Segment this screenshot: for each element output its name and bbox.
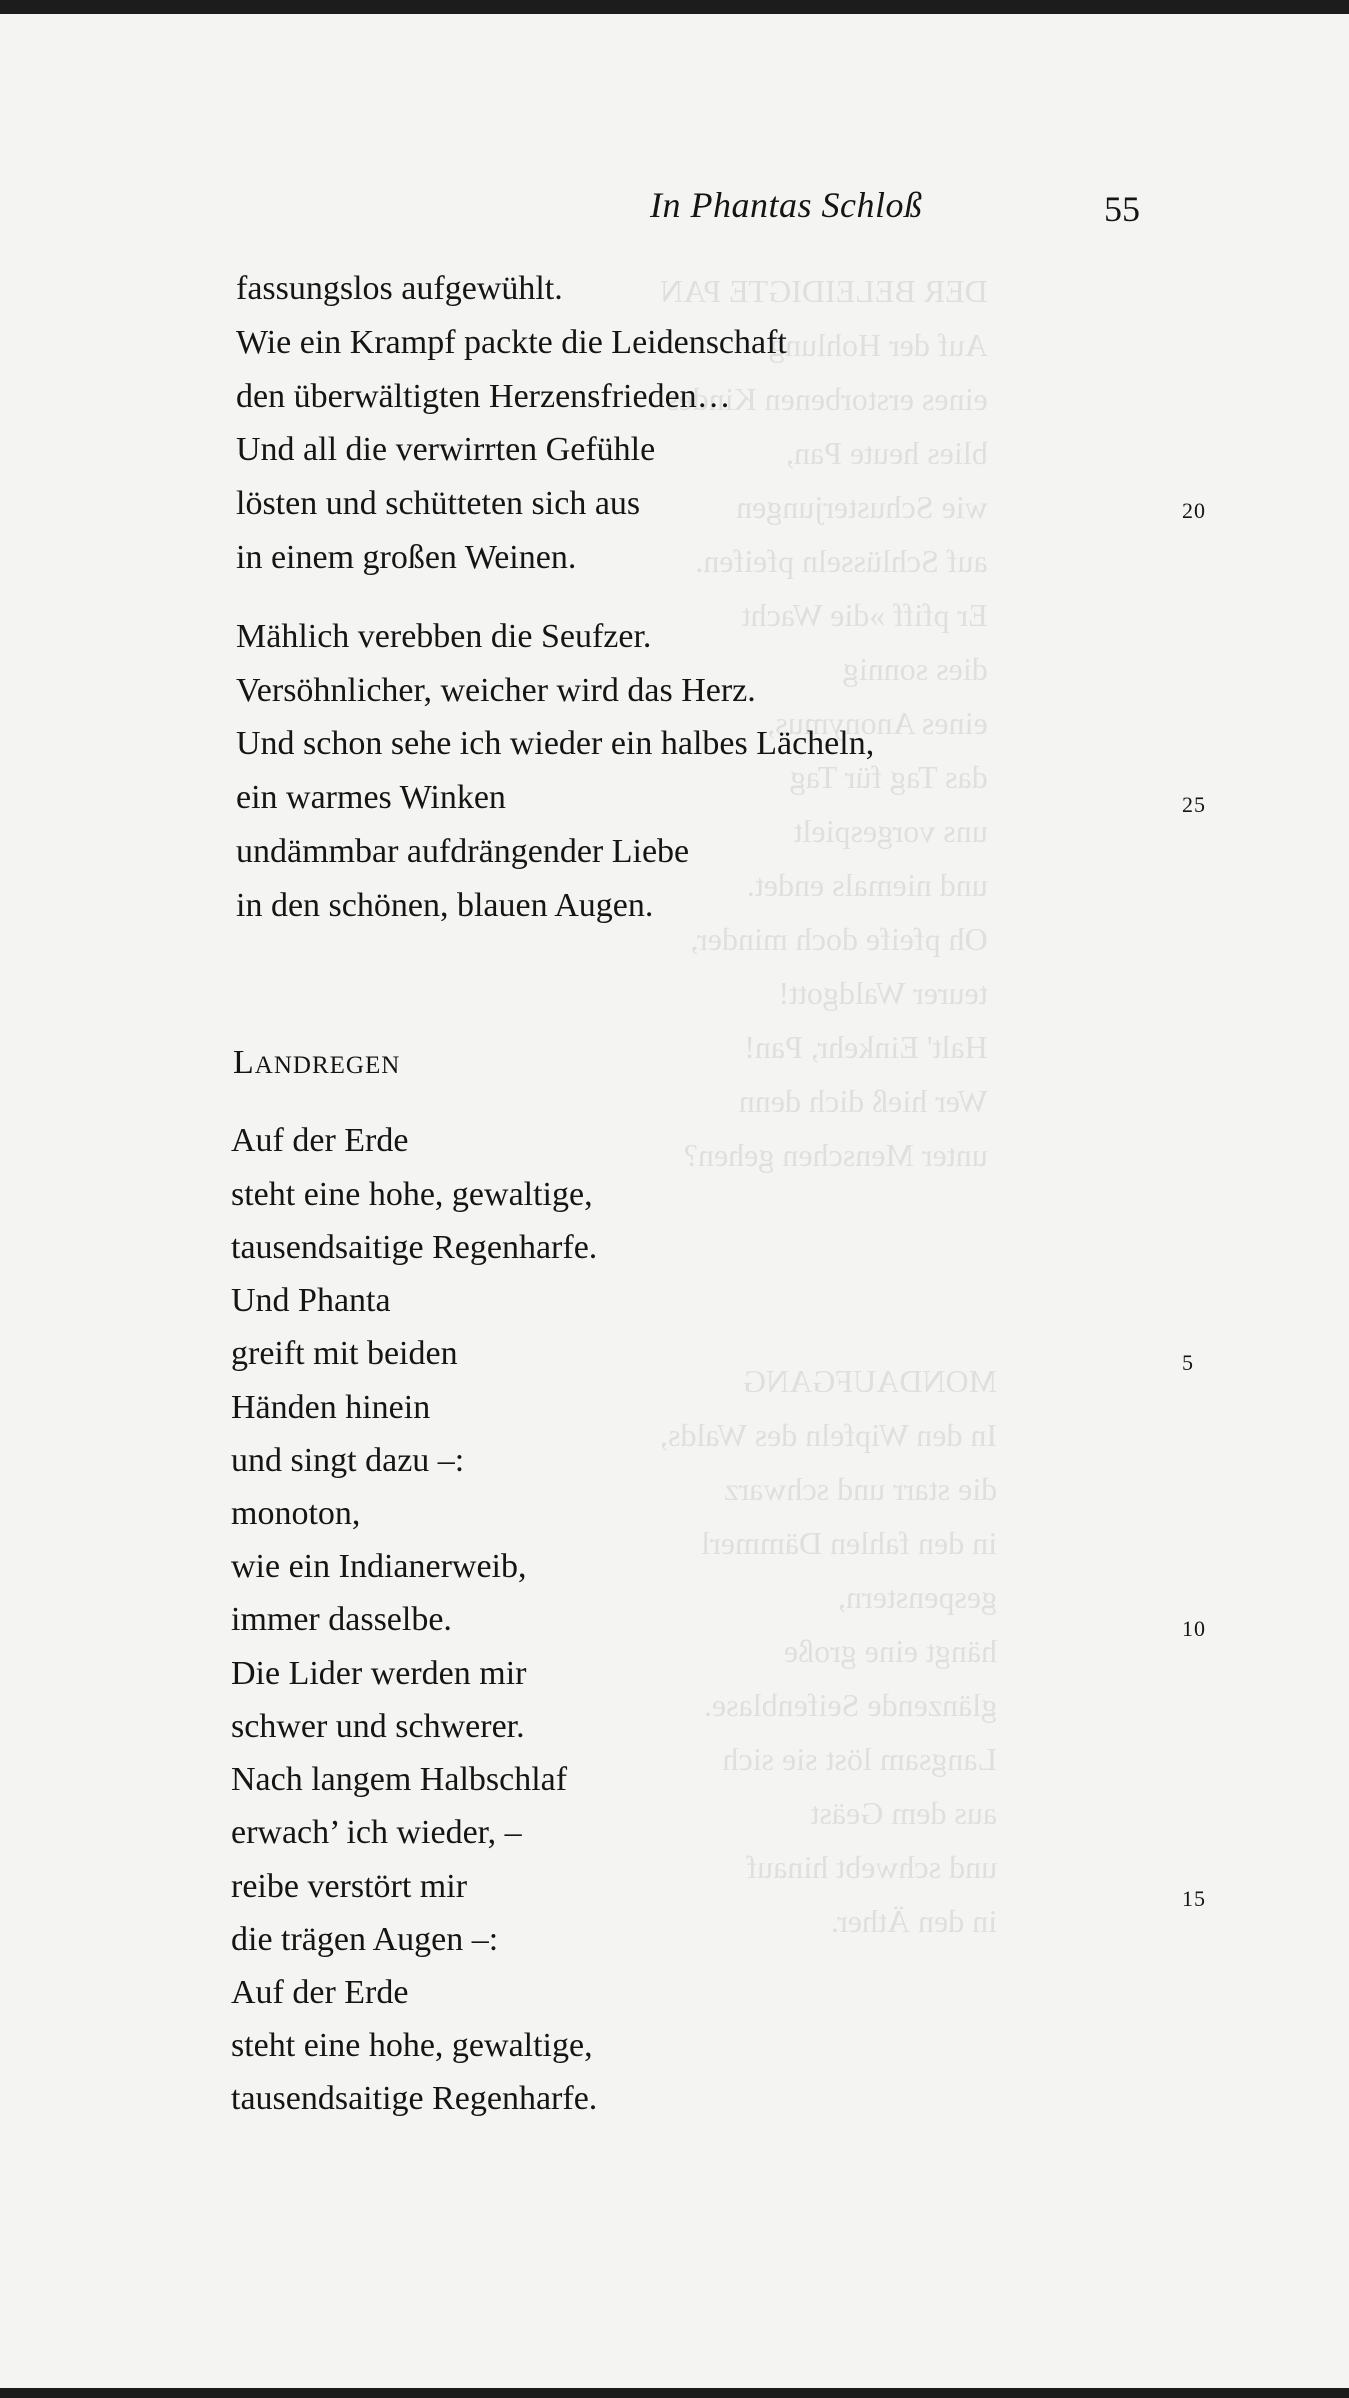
poem-line: steht eine hohe, gewaltige, [231, 2027, 593, 2064]
page-number: 55 [1104, 189, 1140, 229]
poem-line: greift mit beiden [231, 1335, 458, 1372]
poem-line: tausendsaitige Regenharfe. [231, 2080, 598, 2117]
poem-line: Wie ein Krampf packte die Leidenschaft [236, 324, 787, 361]
poem-line: den überwältigten Herzensfrieden… [236, 378, 731, 415]
line-number: 5 [1182, 1350, 1194, 1375]
line-number: 20 [1182, 498, 1206, 523]
poem-line: steht eine hohe, gewaltige, [231, 1176, 593, 1213]
line-number: 15 [1182, 1886, 1206, 1911]
poem-line: undämmbar aufdrängender Liebe [236, 833, 690, 870]
show-through-text: DER BELEIDIGTE PAN Auf der Hohlung eines erstorbenen Kindes blies heute Pan, wie Schusterjungen auf Schlüsseln pfeifen. Er pfiff »die Wacht dies sonnig eines Anonymus, das Tag für Tag uns vorgespielt und niemals endet. Oh pfeife doch minder, teurer Waldgott! Halt' Einkehr, Pan! Wer hieß dich denn unter Menschen gehen? [660, 273, 988, 1173]
poem-line: tausendsaitige Regenharfe. [231, 1229, 598, 1266]
poem-line: Versöhnlicher, weicher wird das Herz. [236, 672, 756, 709]
poem-line: in den schönen, blauen Augen. [236, 887, 654, 924]
poem-line: die trägen Augen –: [231, 1921, 499, 1958]
poem-line: Nach langem Halbschlaf [231, 1761, 568, 1798]
poem-line: schwer und schwerer. [231, 1708, 525, 1745]
poem-line: Mählich verebben die Seufzer. [236, 618, 652, 655]
poem-line: ein warmes Winken [236, 779, 506, 816]
line-number: 25 [1182, 792, 1206, 817]
poem-line: erwach’ ich wieder, – [231, 1814, 522, 1851]
poem-line: und singt dazu –: [231, 1442, 465, 1479]
poem-line: Auf der Erde [231, 1122, 409, 1159]
show-through-text-2: MONDAUFGANG In den Wipfeln des Walds, die starr und schwarz in den fahlen Dämmerl gespenstern, hängt eine große glänzende Seifenblase. Langsam löst sie sich aus dem Geäst und schwebt hinauf in den Äther. [660, 1363, 998, 1939]
poem-line: in einem großen Weinen. [236, 539, 577, 576]
running-head-title: In Phantas Schloß [650, 185, 923, 225]
poem-line: fassungslos aufgewühlt. [236, 270, 563, 307]
poem-line: Und schon sehe ich wieder ein halbes Lächeln, [236, 725, 875, 762]
book-page [0, 14, 1349, 2388]
poem-line: monoton, [231, 1495, 361, 1532]
poem-line: reibe verstört mir [231, 1868, 468, 1905]
line-number: 10 [1182, 1616, 1206, 1641]
title-rest: ANDREGEN [254, 1052, 401, 1079]
title-initial: L [233, 1044, 255, 1081]
poem-line: Und all die verwirrten Gefühle [236, 431, 656, 468]
poem-line: Und Phanta [231, 1282, 391, 1319]
poem-line: wie ein Indianerweib, [231, 1548, 527, 1585]
section-title-landregen [233, 1044, 400, 1082]
poem-line: Auf der Erde [231, 1974, 409, 2011]
poem-line: Händen hinein [231, 1389, 431, 1426]
poem-line: Die Lider werden mir [231, 1655, 527, 1692]
poem-line: lösten und schütteten sich aus [236, 485, 641, 522]
poem-line: immer dasselbe. [231, 1601, 452, 1638]
